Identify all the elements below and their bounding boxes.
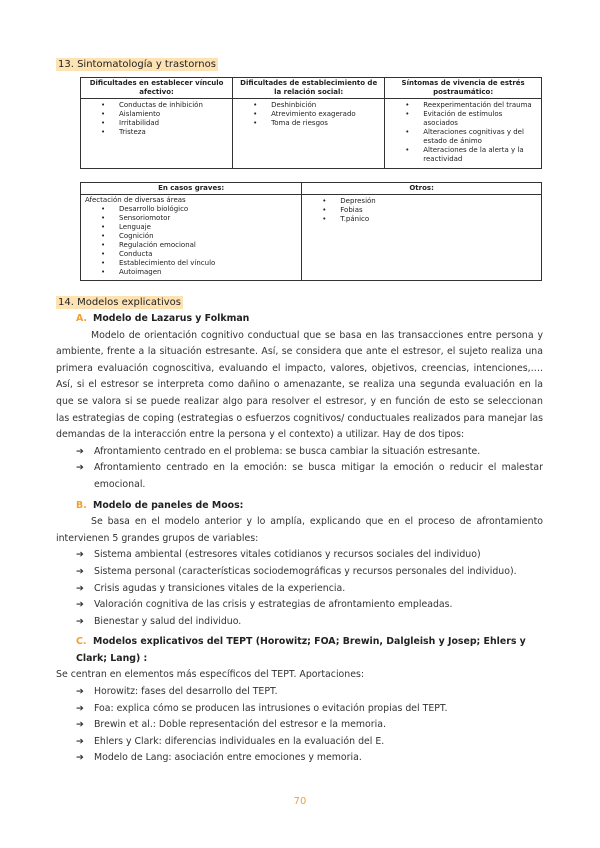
subsection-c-heading — [56, 634, 543, 667]
subsection-b-title: Modelo de paneles de Moos: — [92, 499, 244, 511]
list-item: ➔ Modelo de Lang: asociación entre emociones y memoria. — [56, 750, 543, 767]
list-item: • Tristeza — [85, 128, 228, 137]
header-others: Otros: — [302, 183, 542, 195]
arrow-icon: ➔ — [76, 719, 84, 731]
arrow-icon: ➔ — [76, 686, 84, 698]
subsection-b-heading — [56, 498, 543, 515]
cell-others — [302, 195, 542, 281]
list-item: ➔ Sistema personal (características sociodemográficas y recursos personales del individuo). — [56, 564, 543, 581]
list-item: • Deshinbición — [237, 101, 380, 110]
arrow-icon: ➔ — [76, 735, 84, 747]
cell-relacion-social — [233, 99, 385, 169]
cell-severe-cases — [81, 195, 302, 281]
list-item: • Reexperimentación del trauma — [389, 101, 537, 110]
list-item: ➔ Horowitz: fases del desarrollo del TEPT. — [56, 684, 543, 701]
list-relacion-social — [237, 101, 380, 128]
list-item: • Autoimagen — [85, 268, 297, 277]
list-item: ➔ Afrontamiento centrado en el problema: se busca cambiar la situación estresante. — [56, 444, 543, 461]
arrow-icon: ➔ — [76, 565, 84, 577]
subsection-a-title: Modelo de Lazarus y Folkman — [92, 313, 250, 324]
subsection-c-letter: C. — [76, 636, 87, 648]
list-severe-areas — [85, 205, 297, 277]
list-item: ➔ Brewin et al.: Doble representación del estresor e la memoria. — [56, 717, 543, 734]
list-item: ➔ Afrontamiento centrado en la emoción: se busca mitigar la emoción o reducir el malestar emocional. — [76, 462, 543, 490]
page-number: 70 — [293, 796, 307, 807]
list-item: • Alteraciones cognitivas y del estado de ánimo — [389, 128, 537, 146]
cell-vinculo — [81, 99, 233, 169]
subsection-c-list — [56, 684, 543, 767]
arrow-icon: ➔ — [76, 702, 84, 714]
list-item: • Irritabilidad — [85, 119, 228, 128]
cell-estres-postraumatico — [385, 99, 542, 169]
subsection-a-paragraph: Modelo de orientación cognitivo conductual que se basa en las transacciones entre persona y ambiente, frente a la situación estresante. Así, se considera que ante el estresor, el sujeto realiza una primera evaluación cognoscitiva, evaluando el impacto, valores, objetivos, creencias, intenciones,…. Así, si el estresor se interpreta como dañino o amenazante, se realiza una segunda evaluación en la que se valora si se puede realizar algo para resolver el estresor, y en función de esto se seleccionan las estrategias de coping (estrategias o esfuerzos cognitivos/ conductuales realizados para manejar las demandas de la interacción entre la persona y el contexto) a utilizar. Hay de dos tipos: — [56, 329, 543, 441]
table-row-severe — [81, 195, 542, 281]
list-item: • Establecimiento del vínculo — [85, 259, 297, 268]
list-item: ➔ Sistema ambiental (estresores vitales cotidianos y recursos sociales del individuo) — [56, 547, 543, 564]
header-vinculo: Dificultades en establecer vínculo afectivo: — [81, 78, 233, 99]
table-header-row — [81, 183, 542, 195]
header-relacion-social: Dificultades de establecimiento de la relación social: — [233, 78, 385, 99]
subsection-a-letter: A. — [76, 313, 87, 324]
list-item: • Lenguaje — [85, 223, 297, 232]
list-item: • Atrevimiento exagerado — [237, 110, 380, 119]
table-row-symptoms — [81, 99, 542, 169]
severe-cases-table — [80, 182, 542, 281]
arrow-icon: ➔ — [76, 582, 84, 594]
arrow-icon: ➔ — [76, 599, 84, 611]
list-item: ➔ Crisis agudas y transiciones vitales de la experiencia. — [56, 581, 543, 598]
subsection-b-list — [56, 547, 543, 630]
list-item: • Fobias — [306, 206, 537, 215]
list-item: ➔ Bienestar y salud del individuo. — [56, 614, 543, 631]
subsection-b-paragraph: Se basa en el modelo anterior y lo amplía, explicando que en el proceso de afrontamiento intervienen 5 grandes grupos de variables: — [56, 516, 543, 544]
symptoms-table — [80, 77, 542, 169]
list-item: • Cognición — [85, 232, 297, 241]
list-item: ➔ Foa: explica cómo se producen las intrusiones o evitación propias del TEPT. — [56, 701, 543, 718]
subsection-c-title: Modelos explicativos del TEPT (Horowitz; FOA; Brewin, Dalgleish y Josep; Ehlers y Clark; Lang) : — [76, 636, 526, 664]
list-item: • Toma de riesgos — [237, 119, 380, 128]
list-item: • Depresión — [306, 197, 537, 206]
list-item: • Conducta — [85, 250, 297, 259]
arrow-icon: ➔ — [76, 445, 84, 457]
list-item: • Sensoriomotor — [85, 214, 297, 223]
subsection-a-list — [56, 444, 543, 494]
subsection-c-paragraph: Se centran en elementos más específicos del TEPT. Aportaciones: — [56, 669, 365, 681]
header-estres-postraumatico: Síntomas de vivencia de estrés postraumático: — [385, 78, 542, 99]
arrow-icon: ➔ — [76, 752, 84, 764]
table-header-row — [81, 78, 542, 99]
severe-intro: Afectación de diversas áreas — [85, 196, 186, 204]
list-item: • Alteraciones de la alerta y la reactividad — [389, 146, 537, 164]
section-14-body — [56, 311, 543, 767]
section-14-title: 14. Modelos explicativos — [58, 297, 181, 308]
subsection-a-heading — [56, 311, 543, 328]
list-item: • Desarrollo biológico — [85, 205, 297, 214]
list-estres-postraumatico — [389, 101, 537, 164]
list-vinculo — [85, 101, 228, 137]
list-item: • Evitación de estímulos asociados — [389, 110, 537, 128]
list-item: • Regulación emocional — [85, 241, 297, 250]
section-13-title: 13. Sintomatología y trastornos — [58, 59, 216, 70]
list-item: ➔ Ehlers y Clark: diferencias individuales en la evaluación del E. — [56, 734, 543, 751]
list-item: ➔ Valoración cognitiva de las crisis y estrategias de afrontamiento empleadas. — [56, 597, 543, 614]
list-others — [306, 197, 537, 224]
list-item: • Conductas de inhibición — [85, 101, 228, 110]
arrow-icon: ➔ — [76, 549, 84, 561]
list-item: • T.pánico — [306, 215, 537, 224]
list-item: • Aislamiento — [85, 110, 228, 119]
arrow-icon: ➔ — [76, 462, 84, 474]
arrow-icon: ➔ — [76, 615, 84, 627]
header-severe-cases: En casos graves: — [81, 183, 302, 195]
subsection-b-letter: B. — [76, 499, 87, 511]
